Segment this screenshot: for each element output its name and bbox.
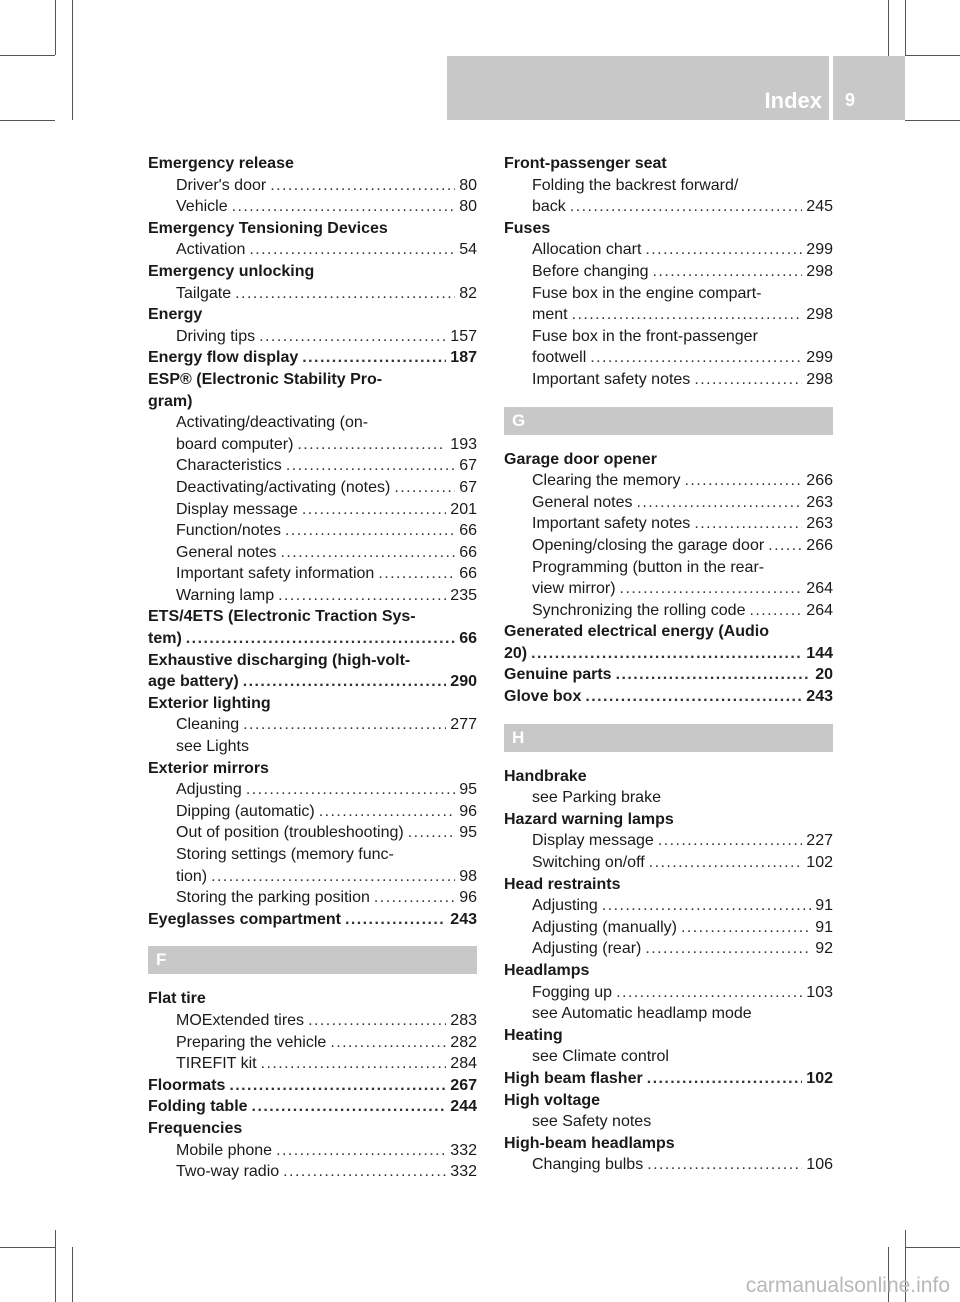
index-subentry — [148, 520, 477, 542]
page-reference: 96 — [459, 802, 477, 820]
dot-leader — [572, 304, 803, 326]
index-entry: Exterior mirrors — [148, 759, 269, 777]
index-entry: High-beam headlamps — [504, 1134, 675, 1152]
index-subentry — [148, 434, 477, 456]
entry-text: Adjusting (manually) — [532, 918, 677, 936]
index-entry: Frequencies — [148, 1119, 243, 1137]
entry-text: TIREFIT kit — [176, 1055, 257, 1073]
entry-text: Fogging up — [532, 983, 613, 1001]
crop-mark — [0, 55, 55, 56]
index-subentry: Fuse box in the front-passenger — [532, 327, 758, 345]
entry-text: Changing bulbs — [532, 1156, 644, 1174]
page-reference: 245 — [806, 198, 833, 216]
dot-leader — [211, 866, 455, 888]
page-reference: 157 — [450, 327, 477, 345]
dot-leader — [259, 326, 446, 348]
dot-leader — [308, 1010, 446, 1032]
entry-text: Display message — [532, 832, 654, 850]
page-reference: 282 — [450, 1033, 477, 1051]
index-subentry — [148, 1010, 477, 1032]
crop-mark — [905, 1247, 960, 1248]
page-reference: 332 — [450, 1163, 477, 1181]
entry-text: MOExtended tires — [176, 1011, 305, 1029]
index-entry — [148, 347, 477, 369]
index-subentry — [504, 938, 833, 960]
index-subentry: see Climate control — [532, 1048, 669, 1066]
index-subentry — [504, 982, 833, 1004]
index-subentry — [148, 175, 477, 197]
page-reference: 66 — [459, 522, 477, 540]
entry-text: Synchronizing the rolling code — [532, 601, 746, 619]
entry-text: Allocation chart — [532, 241, 642, 259]
dot-leader — [319, 801, 455, 823]
index-subentry — [504, 369, 833, 391]
entry-text: Genuine parts — [504, 666, 612, 684]
index-entry: Hazard warning lamps — [504, 810, 674, 828]
index-column-left — [148, 153, 477, 1183]
dot-leader — [681, 917, 811, 939]
page-reference: 243 — [450, 910, 477, 928]
entry-text: Clearing the memory — [532, 472, 681, 490]
index-entry: ESP® (Electronic Stability Pro- — [148, 370, 383, 388]
dot-leader — [330, 1032, 446, 1054]
entry-text: High beam flasher — [504, 1069, 643, 1087]
page-reference: 92 — [815, 940, 833, 958]
entry-text: Characteristics — [176, 457, 282, 475]
page-number: 9 — [845, 90, 856, 110]
index-subentry — [504, 535, 833, 557]
entry-text: tem) — [148, 630, 182, 648]
page-reference: 66 — [459, 543, 477, 561]
page-reference: 298 — [806, 370, 833, 388]
entry-text: General notes — [532, 493, 633, 511]
dot-leader — [620, 578, 803, 600]
page-reference: 66 — [459, 565, 477, 583]
index-subentry — [504, 347, 833, 369]
watermark: carmanualsonline.info — [745, 1274, 950, 1297]
header-bar — [447, 56, 905, 120]
index-subentry: Folding the backrest forward/ — [532, 176, 739, 194]
dot-leader — [246, 779, 455, 801]
index-subentry — [148, 283, 477, 305]
index-subentry: Programming (button in the rear- — [532, 558, 765, 576]
entry-text: Energy flow display — [148, 349, 299, 367]
index-subentry — [148, 822, 477, 844]
dot-leader — [602, 895, 811, 917]
page-reference: 80 — [459, 176, 477, 194]
index-entry: Emergency Tensioning Devices — [148, 219, 388, 237]
index-entry: gram) — [148, 392, 193, 410]
dot-leader — [276, 1140, 446, 1162]
index-subentry — [148, 196, 477, 218]
entry-text: Display message — [176, 500, 298, 518]
entry-text: Important safety notes — [532, 370, 691, 388]
index-subentry — [148, 477, 477, 499]
dot-leader — [531, 643, 802, 665]
header-separator — [829, 56, 833, 120]
page-reference: 264 — [806, 601, 833, 619]
index-subentry — [148, 239, 477, 261]
entry-text: Warning lamp — [176, 586, 275, 604]
index-entry: ETS/4ETS (Electronic Traction Sys- — [148, 608, 416, 626]
index-entry: Front-passenger seat — [504, 155, 667, 172]
page-reference: 91 — [815, 897, 833, 915]
index-subentry: see Automatic headlamp mode — [532, 1005, 752, 1023]
entry-text: Storing the parking position — [176, 889, 370, 907]
index-subentry — [148, 714, 477, 736]
dot-leader — [186, 628, 455, 650]
dot-leader — [283, 1161, 446, 1183]
index-entry: Emergency unlocking — [148, 262, 315, 280]
dot-leader — [243, 714, 446, 736]
section-letter-header: F — [148, 946, 477, 974]
entry-text: Important safety notes — [532, 515, 691, 533]
page-reference: 298 — [806, 306, 833, 324]
dot-leader — [285, 520, 455, 542]
dot-leader — [345, 909, 446, 931]
index-subentry — [504, 470, 833, 492]
dot-leader — [394, 477, 455, 499]
index-subentry — [504, 852, 833, 874]
index-entry: Headlamps — [504, 962, 590, 979]
index-entry — [504, 686, 833, 708]
index-subentry — [504, 239, 833, 261]
index-column-right — [504, 153, 833, 1176]
index-subentry — [148, 499, 477, 521]
entry-text: Before changing — [532, 262, 649, 280]
index-subentry — [148, 455, 477, 477]
index-subentry — [148, 326, 477, 348]
page-reference: 187 — [450, 349, 477, 367]
dot-leader — [653, 261, 803, 283]
dot-leader — [768, 535, 802, 557]
dot-leader — [694, 513, 802, 535]
page-reference: 243 — [806, 688, 833, 706]
crop-mark — [72, 0, 73, 120]
index-subentry — [504, 917, 833, 939]
index-subentry — [148, 585, 477, 607]
index-subentry — [148, 887, 477, 909]
index-subentry — [148, 1161, 477, 1183]
entry-text: Vehicle — [176, 198, 228, 216]
entry-text: ment — [532, 306, 568, 324]
entry-text: Adjusting — [532, 897, 598, 915]
page-reference: 264 — [806, 580, 833, 598]
index-subentry — [504, 492, 833, 514]
index-subentry: Fuse box in the engine compart- — [532, 284, 762, 302]
page-reference: 266 — [806, 536, 833, 554]
dot-leader — [649, 852, 803, 874]
entry-text: Folding table — [148, 1098, 248, 1116]
dot-leader — [647, 1068, 803, 1090]
entry-text: tion) — [176, 867, 208, 885]
index-entry: Exterior lighting — [148, 694, 271, 712]
dot-leader — [302, 499, 446, 521]
page-reference: 102 — [806, 1069, 833, 1087]
index-entry: Fuses — [504, 219, 551, 237]
section-letter-header: H — [504, 724, 833, 752]
dot-leader — [232, 196, 456, 218]
dot-leader — [243, 671, 447, 693]
page-reference: 277 — [450, 716, 477, 734]
dot-leader — [229, 1075, 446, 1097]
entry-text: Out of position (troubleshooting) — [176, 824, 404, 842]
index-subentry: see Safety notes — [532, 1113, 652, 1131]
page-reference: 193 — [450, 435, 477, 453]
page-reference: 298 — [806, 262, 833, 280]
index-entry: Exhaustive discharging (high-volt- — [148, 651, 411, 669]
index-subentry — [148, 801, 477, 823]
index-entry — [148, 671, 477, 693]
index-entry: Flat tire — [148, 990, 206, 1008]
page-reference: 103 — [806, 983, 833, 1001]
index-subentry — [504, 513, 833, 535]
crop-mark — [55, 1230, 56, 1302]
entry-text: view mirror) — [532, 580, 616, 598]
dot-leader — [585, 686, 802, 708]
index-subentry: Activating/deactivating (on- — [176, 414, 369, 432]
dot-leader — [658, 830, 802, 852]
index-entry: Handbrake — [504, 767, 587, 785]
dot-leader — [252, 1096, 447, 1118]
index-entry — [148, 1075, 477, 1097]
dot-leader — [616, 982, 802, 1004]
entry-text: Cleaning — [176, 716, 240, 734]
entry-text: Dipping (automatic) — [176, 802, 315, 820]
dot-leader — [278, 585, 446, 607]
page-reference: 244 — [450, 1098, 477, 1116]
page-reference: 91 — [815, 918, 833, 936]
dot-leader — [637, 492, 803, 514]
entry-text: Important safety information — [176, 565, 375, 583]
dot-leader — [749, 600, 802, 622]
dot-leader — [374, 887, 455, 909]
dot-leader — [694, 369, 802, 391]
crop-mark — [905, 0, 906, 55]
entry-text: footwell — [532, 349, 587, 367]
entry-text: Switching on/off — [532, 854, 645, 872]
index-subentry — [504, 895, 833, 917]
entry-text: board computer) — [176, 435, 294, 453]
dot-leader — [281, 542, 456, 564]
dot-leader — [235, 283, 455, 305]
dot-leader — [408, 822, 456, 844]
page-reference: 95 — [459, 781, 477, 799]
entry-text: Preparing the vehicle — [176, 1033, 327, 1051]
dot-leader — [261, 1053, 447, 1075]
index-subentry — [148, 1053, 477, 1075]
entry-text: Driving tips — [176, 327, 256, 345]
index-subentry — [504, 196, 833, 218]
page-reference: 102 — [806, 854, 833, 872]
crop-mark — [905, 120, 960, 121]
entry-text: Mobile phone — [176, 1141, 273, 1159]
page-reference: 144 — [806, 644, 833, 662]
entry-text: 20) — [504, 644, 528, 662]
entry-text: Activation — [176, 241, 246, 259]
page-reference: 201 — [450, 500, 477, 518]
entry-text: Two-way radio — [176, 1163, 280, 1181]
page-reference: 235 — [450, 586, 477, 604]
entry-text: Deactivating/activating (notes) — [176, 478, 391, 496]
page-reference: 299 — [806, 349, 833, 367]
dot-leader — [647, 1154, 802, 1176]
entry-text: General notes — [176, 543, 277, 561]
index-subentry — [504, 1154, 833, 1176]
page-reference: 20 — [815, 666, 833, 684]
page-reference: 67 — [459, 457, 477, 475]
index-subentry — [148, 1140, 477, 1162]
page-reference: 82 — [459, 284, 477, 302]
page-reference: 67 — [459, 478, 477, 496]
page-reference: 54 — [459, 241, 477, 259]
page-reference: 66 — [459, 630, 477, 648]
crop-mark — [0, 1247, 55, 1248]
index-subentry — [148, 779, 477, 801]
page-reference: 266 — [806, 472, 833, 490]
dot-leader — [270, 175, 455, 197]
page-reference: 106 — [806, 1156, 833, 1174]
index-subentry — [504, 830, 833, 852]
page-reference: 98 — [459, 867, 477, 885]
page-reference: 290 — [450, 673, 477, 691]
page-reference: 95 — [459, 824, 477, 842]
index-subentry — [504, 600, 833, 622]
page-reference: 267 — [450, 1076, 477, 1094]
entry-text: back — [532, 198, 566, 216]
entry-text: Driver's door — [176, 176, 267, 194]
dot-leader — [616, 664, 812, 686]
index-entry: Generated electrical energy (Audio — [504, 623, 769, 641]
entry-text: Tailgate — [176, 284, 232, 302]
index-subentry — [148, 1032, 477, 1054]
index-subentry — [504, 261, 833, 283]
dot-leader — [249, 239, 455, 261]
entry-text: Opening/closing the garage door — [532, 536, 765, 554]
dot-leader — [286, 455, 455, 477]
dot-leader — [645, 239, 802, 261]
index-entry: Head restraints — [504, 875, 621, 893]
dot-leader — [570, 196, 803, 218]
entry-text: Floormats — [148, 1076, 226, 1094]
page-reference: 283 — [450, 1011, 477, 1029]
crop-mark — [905, 55, 960, 56]
index-entry — [148, 628, 477, 650]
index-entry — [504, 1068, 833, 1090]
index-entry: Emergency release — [148, 155, 294, 172]
dot-leader — [302, 347, 446, 369]
index-subentry — [504, 304, 833, 326]
crop-mark — [72, 1247, 73, 1302]
page-reference: 80 — [459, 198, 477, 216]
index-entry — [148, 1096, 477, 1118]
entry-text: Adjusting — [176, 781, 242, 799]
dot-leader — [378, 563, 455, 585]
page-reference: 263 — [806, 493, 833, 511]
index-subentry — [148, 866, 477, 888]
page-reference: 227 — [806, 832, 833, 850]
index-entry: Garage door opener — [504, 450, 657, 468]
index-entry — [504, 664, 833, 686]
index-subentry: see Lights — [176, 738, 249, 756]
index-entry: High voltage — [504, 1091, 601, 1109]
section-letter-header: G — [504, 407, 833, 435]
index-entry: Energy — [148, 306, 203, 324]
dot-leader — [297, 434, 446, 456]
dot-leader — [590, 347, 802, 369]
page-reference: 284 — [450, 1055, 477, 1073]
entry-text: Function/notes — [176, 522, 281, 540]
index-subentry — [504, 578, 833, 600]
index-entry: Heating — [504, 1026, 563, 1044]
page-reference: 263 — [806, 515, 833, 533]
entry-text: Eyeglasses compartment — [148, 910, 341, 928]
dot-leader — [685, 470, 803, 492]
entry-text: Adjusting (rear) — [532, 940, 642, 958]
dot-leader — [645, 938, 811, 960]
entry-text: age battery) — [148, 673, 239, 691]
entry-text: Glove box — [504, 688, 582, 706]
page-reference: 332 — [450, 1141, 477, 1159]
index-subentry: Storing settings (memory func- — [176, 846, 394, 863]
crop-mark — [0, 120, 55, 121]
index-entry — [148, 909, 477, 931]
index-entry — [504, 643, 833, 665]
crop-mark — [55, 0, 56, 55]
page-title: Index — [764, 88, 822, 113]
page-reference: 96 — [459, 889, 477, 907]
index-subentry — [148, 542, 477, 564]
page-reference: 299 — [806, 241, 833, 259]
index-subentry: see Parking brake — [532, 789, 661, 807]
index-subentry — [148, 563, 477, 585]
